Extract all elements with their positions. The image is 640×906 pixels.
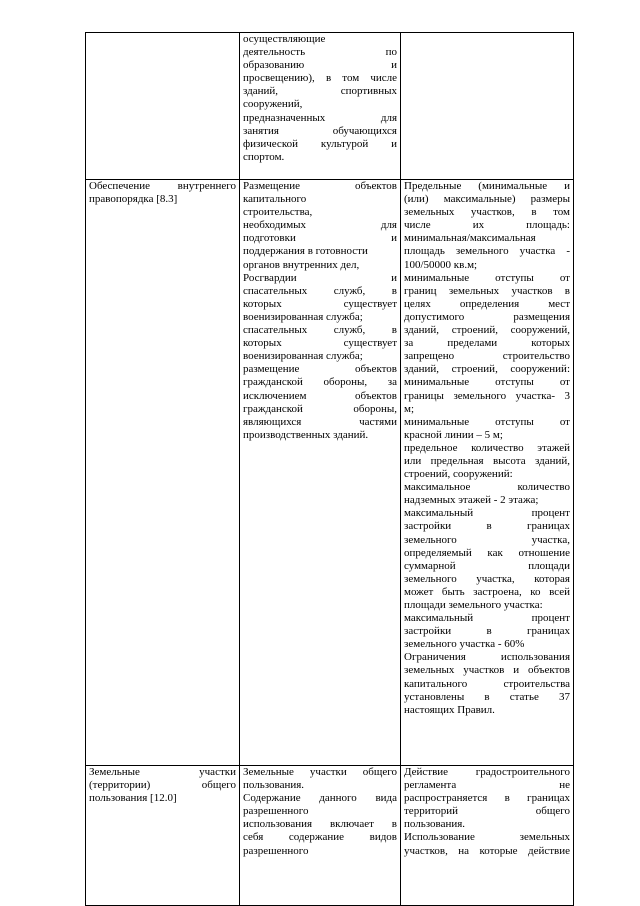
text-line: красной линии – 5 м; <box>404 428 503 441</box>
text-line: осуществляющие <box>243 33 326 45</box>
text-line: земельного участка, которая <box>404 572 570 585</box>
use-name-cell <box>86 33 240 180</box>
text-line: капитального <box>243 193 307 206</box>
text-line: предназначенных для <box>243 111 397 124</box>
document-page <box>85 32 573 905</box>
bullet-line: - минимальная/максимальная <box>404 232 570 245</box>
use-name-cell <box>86 766 240 906</box>
text-line: разрешенного <box>243 805 309 818</box>
text-line: предельное количество этажей <box>404 441 570 454</box>
text-line: установлены в статье 37 <box>404 690 570 703</box>
text-line: территорий общего <box>404 805 570 818</box>
text-line: (территории) общего <box>89 779 236 792</box>
text-line: сооружений, <box>243 98 303 111</box>
text-line: Предельные (минимальные и <box>404 180 570 192</box>
text-line: минимальные отступы от <box>404 271 570 284</box>
text-line: числе их площадь: <box>404 219 570 232</box>
text-line: просвещению), в том числе <box>243 72 397 85</box>
text-line: Земельные участки <box>89 766 236 778</box>
text-line: определяемый как отношение <box>404 546 570 559</box>
text-line: земельного участка, <box>404 533 570 546</box>
parameters-text <box>404 180 570 717</box>
bullet-line: - максимальное количество <box>404 481 570 494</box>
text-line: земельных участков и объектов <box>404 664 570 677</box>
bullet-line: - минимальные отступы от <box>404 376 570 389</box>
text-line: гражданской обороны, <box>243 402 397 415</box>
text-line: может быть застроена, ко всей <box>404 585 570 598</box>
parameters-text <box>404 766 570 858</box>
text-line: исключением объектов <box>243 389 397 402</box>
text-line: строений, сооружений: <box>404 468 513 481</box>
text-line: площадь земельного участка - <box>404 245 570 258</box>
text-line: которых существует <box>243 337 397 350</box>
text-line: занятия обучающихся <box>243 124 397 137</box>
text-line: участков, на которые действие <box>404 844 570 857</box>
text-line: м; <box>404 402 415 415</box>
text-line: застройки в границах <box>404 625 570 638</box>
use-name-text <box>89 180 236 206</box>
text-line: пользования [12.0] <box>89 792 177 805</box>
regulations-table <box>85 32 574 906</box>
table-row <box>86 766 574 906</box>
use-name-text <box>89 766 236 805</box>
text-line: границ земельных участков в <box>404 284 570 297</box>
text-line: Земельные участки общего <box>243 766 397 778</box>
text-line: спортом. <box>243 150 285 163</box>
parameters-cell <box>401 766 574 906</box>
text-line: Обеспечение внутреннего <box>89 180 236 192</box>
description-text <box>243 766 397 858</box>
text-line: Размещение объектов <box>243 180 397 192</box>
text-line: Росгвардии и <box>243 271 397 284</box>
text-line: распространяется в границах <box>404 792 570 805</box>
text-line: производственных зданий. <box>243 428 369 441</box>
text-line: застройки в границах <box>404 520 570 533</box>
text-line: спасательных служб, в <box>243 284 397 297</box>
text-line: за пределами которых <box>404 337 570 350</box>
text-line: настоящих Правил. <box>404 703 495 716</box>
text-line: земельного участка - 60% <box>404 638 525 651</box>
parameters-cell <box>401 33 574 180</box>
text-line: регламента не <box>404 779 570 792</box>
use-description-cell <box>240 33 401 180</box>
use-name-cell <box>86 180 240 766</box>
description-text <box>243 180 397 442</box>
text-line: пользования. <box>243 779 305 792</box>
text-line: военизированная служба; <box>243 310 363 323</box>
text-line: строительства, <box>243 206 313 219</box>
text-line: Действие градостроительного <box>404 766 570 778</box>
text-line: деятельность по <box>243 46 397 59</box>
bullet-line: - максимальный процент <box>404 612 570 625</box>
text-line: себя содержание видов <box>243 831 397 844</box>
text-line: органов внутренних дел, <box>243 258 360 271</box>
bullet-line: - минимальные отступы от <box>404 416 570 429</box>
text-line: зданий, строений, сооружений, <box>404 324 570 337</box>
description-text <box>243 33 397 164</box>
text-line: пользования. <box>404 818 466 831</box>
text-line: суммарной площади <box>404 559 570 572</box>
text-line: 100/50000 кв.м; <box>404 258 478 271</box>
text-line: допустимого размещения <box>404 310 570 323</box>
text-line: надземных этажей - 2 этажа; <box>404 494 539 507</box>
text-line: подготовки и <box>243 232 397 245</box>
text-line: образованию и <box>243 59 397 72</box>
text-line: капитального строительства <box>404 677 570 690</box>
text-line: Использование земельных <box>404 831 570 844</box>
text-line: физической культурой и <box>243 137 397 150</box>
text-line: использования включает в <box>243 818 397 831</box>
text-line: максимальный процент <box>404 507 570 520</box>
text-line: спасательных служб, в <box>243 324 397 337</box>
text-line: зданий, строений, сооружений: <box>404 363 570 376</box>
text-line: Содержание данного вида <box>243 792 397 805</box>
text-line: гражданской обороны, за <box>243 376 397 389</box>
text-line: (или) максимальные) размеры <box>404 193 570 206</box>
text-line: необходимых для <box>243 219 397 232</box>
text-line: поддержания в готовности <box>243 245 368 258</box>
text-line: которых существует <box>243 297 397 310</box>
text-line: границы земельного участка- 3 <box>404 389 570 402</box>
parameters-cell <box>401 180 574 766</box>
text-line: запрещено строительство <box>404 350 570 363</box>
use-description-cell <box>240 766 401 906</box>
text-line: разрешенного <box>243 844 309 857</box>
text-line: или предельная высота зданий, <box>404 454 570 467</box>
use-description-cell <box>240 180 401 766</box>
text-line: площади земельного участка: <box>404 599 543 611</box>
text-line: Ограничения использования <box>404 651 570 664</box>
text-line: военизированная служба; <box>243 350 363 363</box>
text-line: правопорядка [8.3] <box>89 193 178 206</box>
table-row <box>86 33 574 180</box>
table-row <box>86 180 574 766</box>
text-line: зданий, спортивных <box>243 85 397 98</box>
text-line: земельных участков, в том <box>404 206 570 219</box>
text-line: являющихся частями <box>243 415 397 428</box>
text-line: размещение объектов <box>243 363 397 376</box>
text-line: целях определения мест <box>404 297 570 310</box>
